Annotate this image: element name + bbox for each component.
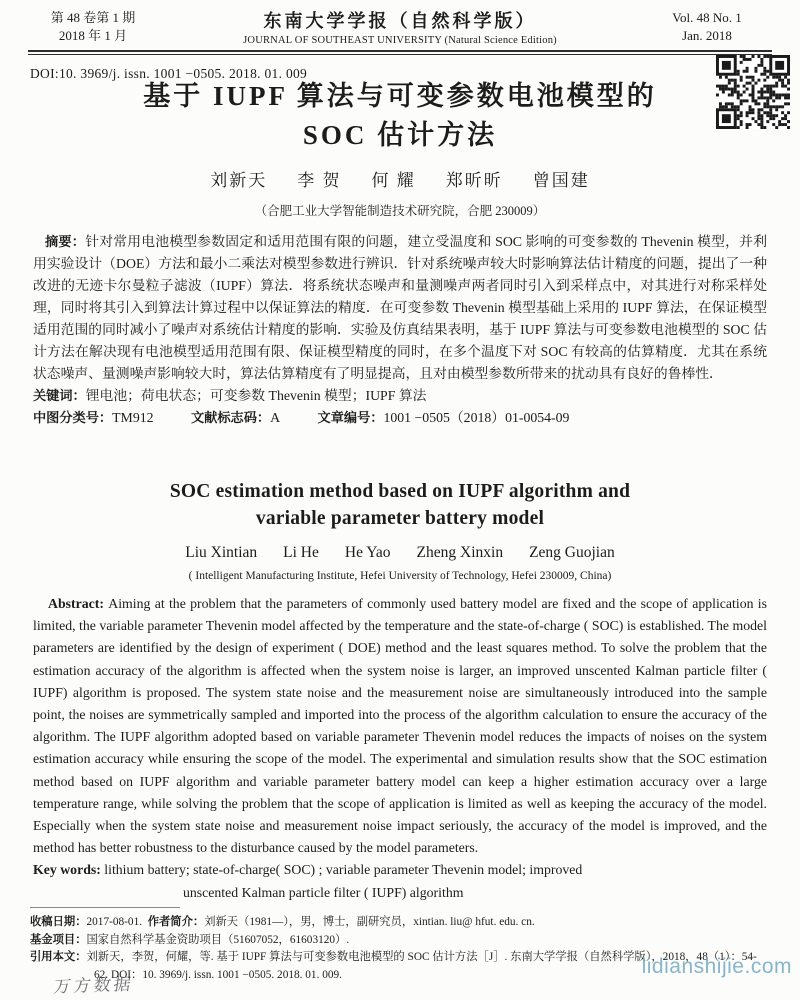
journal-header	[0, 0, 800, 49]
affiliation-cn: （合肥工业大学智能制造技术研究院，合肥 230009）	[254, 204, 546, 218]
paper-title-en-line2: variable parameter battery model	[255, 508, 545, 529]
abstract-cn-text: 针对常用电池模型参数固定和适用范围有限的问题，建立受温度和 SOC 影响的可变参数的 Thevenin 模型，并利用实验设计（DOE）方法和最小二乘法对模型参数进行辨识．针对系统噪声较大时影响算法估计精度的问题，提出了一种改进的无迹卡尔曼粒子滤波（IUPF）算法．将系统状态噪声和量测噪声两者同时引入到采样点中，对其进行对称采样处理，同时将其引入到算法计算过程中以保证算法的精度．在可变参数 Thevenin 模型基础上采用的 IUPF 算法，在保证模型适用范围的同时减小了噪声对系统估计精度的影响．实验及仿真结果表明，基于 IUPF 算法与可变参数电池模型的 SOC 估计方法在解决现有电池模型适用范围有限、保证模型精度的同时，在多个温度下对 SOC 有较高的估算精度．尤其在系统状态噪声、量测噪声影响较大时，算法估算精度有了明显提高，且对由模型参数所带来的扰动具有良好的鲁棒性．	[33, 234, 767, 381]
article-id-segment	[318, 410, 570, 425]
paper-title-cn	[0, 77, 800, 155]
paper-title-cn-line1: 基于 IUPF 算法与可变参数电池模型的	[143, 81, 657, 111]
paper-title-cn-line2: SOC 估计方法	[302, 120, 498, 150]
paper-title-en-line1: SOC estimation method based on IUPF algorithm and	[169, 481, 631, 502]
classification-row	[33, 407, 767, 429]
issue-info-en	[642, 9, 772, 45]
keywords-cn-text: 锂电池；荷电状态；可变参数 Thevenin 模型；IUPF 算法	[85, 388, 427, 403]
issue-volume-cn: 第 48 卷第 1 期	[50, 9, 136, 25]
journal-title-en: JOURNAL OF SOUTHEAST UNIVERSITY (Natural Science Edition)	[243, 35, 557, 46]
author-cn: 曾国建	[532, 171, 590, 190]
issue-info-cn	[28, 9, 158, 45]
english-section	[0, 470, 800, 903]
clc-segment	[33, 410, 154, 425]
author-cn: 何 耀	[371, 171, 416, 190]
author-en: He Yao	[344, 544, 391, 561]
abstract-en-label: Abstract:	[48, 596, 104, 611]
keywords-cn-label: 关键词：	[33, 388, 86, 403]
header-divider-rule	[28, 50, 772, 55]
keywords-en-line2: unscented Kalman particle filter ( IUPF) algorithm	[183, 884, 464, 900]
abstract-en	[33, 593, 767, 859]
doc-code-segment	[191, 410, 280, 425]
footnote-fund	[30, 932, 770, 950]
keywords-en-row	[33, 859, 767, 881]
author-en: Zeng Guojian	[529, 544, 615, 561]
footnote-divider-rule	[30, 907, 180, 908]
fund-value: 国家自然科学基金资助项目（51607052，61603120）.	[86, 933, 350, 946]
article-id-label: 文章编号：	[317, 410, 384, 425]
issue-date-cn: 2018 年 1 月	[58, 27, 128, 43]
issue-volume-en: Vol. 48 No. 1	[672, 9, 742, 25]
doc-code-value: A	[270, 410, 281, 425]
author-cn: 刘新天	[210, 171, 268, 190]
fund-label: 基金项目：	[30, 933, 87, 946]
author-en: Li He	[283, 544, 319, 561]
author-cn: 李 贺	[297, 171, 342, 190]
abstract-cn	[33, 231, 767, 385]
clc-label: 中图分类号：	[33, 410, 113, 425]
keywords-en-line1: lithium battery; state-of-charge( SOC) ; variable parameter Thevenin model; improved	[104, 862, 583, 878]
journal-title-block	[243, 7, 557, 46]
keywords-en-label: Key words:	[33, 862, 101, 878]
footnote-citation-line2: 62. DOI：10. 3969/j. issn. 1001 −0505. 2018. 01. 009.	[94, 968, 343, 981]
paper-title-en	[0, 478, 800, 532]
wanfang-watermark: 万方数据	[52, 974, 136, 997]
received-value: 2017-08-01.	[86, 916, 143, 928]
received-label: 收稿日期：	[30, 916, 87, 928]
chinese-section	[0, 63, 800, 470]
doi-text: DOI:10. 3969/j. issn. 1001 −0505. 2018. 01. 009	[30, 66, 308, 81]
footnote-area	[0, 903, 800, 1000]
issue-date-en: Jan. 2018	[682, 27, 732, 43]
footnote-received-bio	[30, 914, 770, 932]
cite-label: 引用本文：	[30, 951, 87, 963]
authors-en	[0, 544, 800, 562]
bio-value: 刘新天（1981—），男，博士，副研究员，xintian. liu@ hfut. edu. cn.	[204, 916, 535, 928]
doc-code-label: 文献标志码：	[190, 410, 271, 425]
author-cn: 郑昕昕	[445, 171, 503, 190]
journal-title-cn: 东南大学学报（自然科学版）	[263, 11, 537, 31]
article-id-value: 1001 −0505（2018）01-0054-09	[383, 410, 570, 425]
clc-value: TM912	[112, 410, 154, 425]
abstract-cn-label: 摘要：	[45, 234, 86, 249]
author-en: Liu Xintian	[185, 544, 258, 561]
affiliation-en: ( Intelligent Manufacturing Institute, Hefei University of Technology, Hefei 230009, China)	[188, 570, 612, 582]
bio-label: 作者简介：	[147, 916, 205, 928]
cite-value-line1: 刘新天，李贺，何耀，等. 基于 IUPF 算法与可变参数电池模型的 SOC 估计方法［J］. 东南大学学报（自然科学版），2018，48（1）：54-	[86, 951, 757, 963]
authors-cn	[0, 166, 800, 191]
site-watermark: lidianshijie.com	[641, 955, 792, 978]
abstract-en-text: Aiming at the problem that the parameters of commonly used battery model are fixed and the scope of application is limited, the variable parameter Thevenin model affected by the temperature and the state-of-charge ( SOC) is established. The model parameters are identified by the design of experiment ( DOE) method and the least squares method. To solve the problem that the estimation accuracy of the algorithm is affected when the system noise is larger, an improved unscented Kalman particle filter ( IUPF) algorithm is proposed. The system state noise and the measurement noise are simultaneously introduced into the sample point, the noises are symmetrically sampled and imported into the process of the algorithm calculation to ensure the accuracy of the algorithm. The IUPF algorithm adopted based on variable parameter Thevenin model reduces the impacts of noises on the system estimation accuracy while ensuring the scope of the model. The experimental and simulation results show that the SOC estimation method based on IUPF algorithm and variable parameter battery model can keep a higher estimation accuracy over a large temperature range, while solving the problem that the scope of application is limited as well as keeping the accuracy of the model. Especially when the system state noise and measurement noise impact seriously, the accuracy of the model is improved, and the method has better robustness to the disturbance caused by the model parameters.	[33, 596, 767, 856]
keywords-cn-row	[33, 385, 767, 407]
author-en: Zheng Xinxin	[416, 544, 504, 561]
